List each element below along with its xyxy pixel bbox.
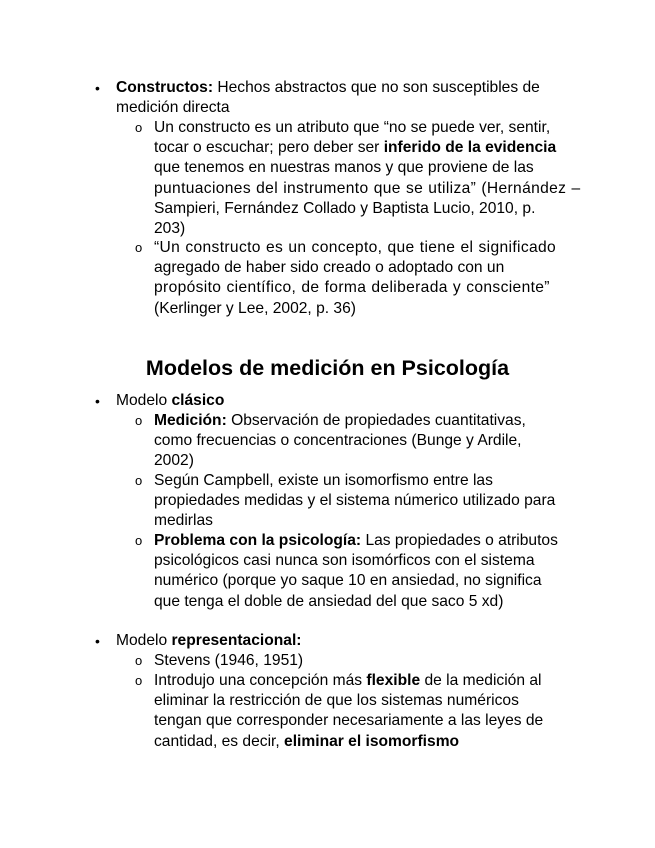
subbullet-marker: o — [135, 653, 143, 668]
emphasis-text: flexible — [366, 672, 421, 689]
text-line: puntuaciones del instrumento que se utiliza” (Hernández – — [154, 179, 581, 197]
text-line: Modelo clásico — [116, 392, 225, 409]
bullet-marker: • — [95, 393, 100, 409]
constructos-bullet — [95, 78, 540, 118]
text-line: agregado de haber sido creado o adoptado con un — [154, 259, 505, 277]
subbullet-marker: o — [135, 240, 143, 255]
constructos-sub-2 — [135, 238, 557, 319]
subbullet-marker: o — [135, 120, 143, 135]
modelo-clasico-sub-3 — [135, 531, 558, 612]
text-line: 203) — [154, 220, 186, 238]
emphasis-text: eliminar el isomorfismo — [284, 732, 460, 750]
modelo-clasico-bullet — [95, 391, 225, 411]
text-line: numérico (porque yo saque 10 en ansiedad, no significa — [154, 572, 542, 590]
text-line: propósito científico, de forma deliberada y consciente” — [154, 279, 550, 297]
bullet-marker: • — [95, 633, 100, 649]
constructos-line-1: Constructos: Hechos abstractos que no son susceptibles de — [116, 79, 540, 96]
text-line: psicológicos casi nunca son isomórficos con el sistema — [154, 552, 535, 570]
text-line: Sampieri, Fernández Collado y Baptista Lucio, 2010, p. — [154, 199, 536, 217]
emphasis-text: representacional: — [171, 632, 302, 649]
text-line: Problema con la psicología: Las propiedades o atributos — [154, 532, 558, 549]
text-line: que tenga el doble de ansiedad del que saco 5 xd) — [154, 592, 504, 610]
bullet-marker: • — [95, 80, 100, 96]
text-line: tocar o escuchar; pero deber ser inferido de la evidencia — [154, 139, 557, 157]
text-line: Stevens (1946, 1951) — [154, 652, 304, 669]
modelo-representacional-sub-2 — [135, 671, 544, 752]
subbullet-marker: o — [135, 533, 143, 548]
section-heading: Modelos de medición en Psicología — [145, 356, 510, 380]
emphasis-text: inferido de la evidencia — [383, 139, 557, 157]
emphasis-text: Problema con la psicología: — [154, 532, 362, 549]
subbullet-marker: o — [135, 473, 143, 488]
text-line: eliminar la restricción de que los sistemas numéricos — [154, 692, 519, 710]
text-line: Modelo representacional: — [116, 632, 302, 649]
text-line: que tenemos en nuestras manos y que proviene de las — [154, 159, 534, 177]
modelo-clasico-sub-2 — [135, 471, 556, 532]
constructos-term: Constructos: — [116, 79, 214, 96]
text-line: tengan que corresponder necesariamente a las leyes de — [154, 712, 544, 730]
emphasis-text: clásico — [171, 392, 225, 409]
modelo-representacional-sub-1 — [135, 651, 304, 671]
text-line: “Un constructo es un concepto, que tiene el significado — [154, 239, 557, 256]
modelo-representacional-bullet — [95, 631, 302, 651]
text-line: medirlas — [154, 512, 213, 530]
text-line: Introdujo una concepción más flexible de la medición al — [154, 672, 542, 689]
text-line: (Kerlinger y Lee, 2002, p. 36) — [154, 299, 356, 317]
text-line: 2002) — [154, 452, 194, 470]
text-line: Según Campbell, existe un isomorfismo entre las — [154, 472, 493, 489]
text-line: propiedades medidas y el sistema númerico utilizado para — [154, 492, 556, 510]
text-line: Medición: Observación de propiedades cuantitativas, — [154, 412, 526, 429]
subbullet-marker: o — [135, 413, 143, 428]
modelo-clasico-sub-1 — [135, 411, 526, 472]
emphasis-text: Medición: — [154, 412, 227, 429]
text-line: Un constructo es un atributo que “no se puede ver, sentir, — [154, 119, 551, 136]
text-line: como frecuencias o concentraciones (Bunge y Ardile, — [154, 432, 522, 450]
constructos-sub-1 — [135, 118, 581, 239]
text-line: cantidad, es decir, eliminar el isomorfismo — [154, 732, 460, 750]
subbullet-marker: o — [135, 673, 143, 688]
constructos-line-2: medición directa — [116, 99, 230, 117]
